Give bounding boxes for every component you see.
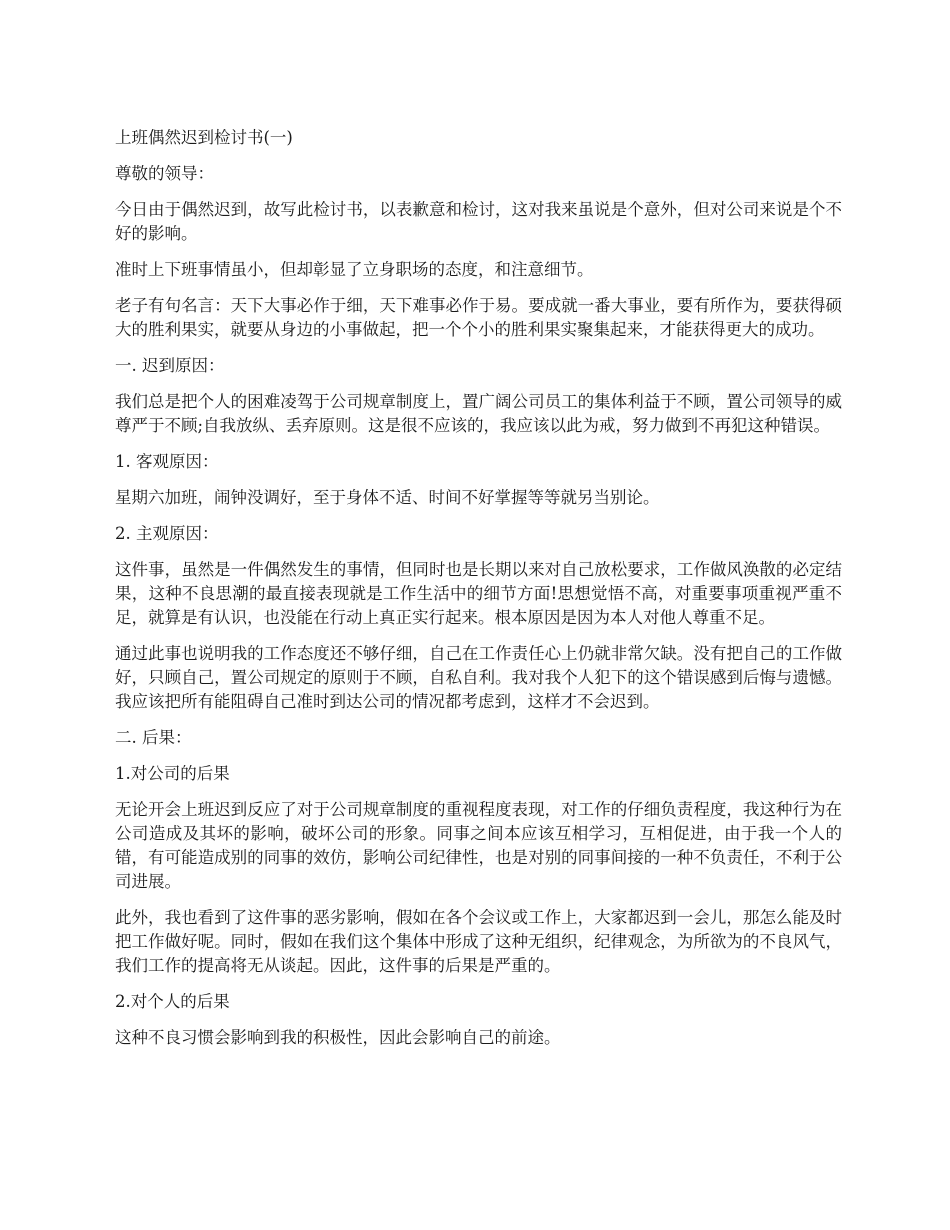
section-heading: 一. 迟到原因： [115,356,225,375]
paragraph: 这件事，虽然是一件偶然发生的事情，但同时也是长期以来对自己放松要求，工作做风涣散的必定结果，这种不良思潮的最直接表现就是工作生活中的细节方面!思想觉悟不高，对重要事项重视严重不足，就算是有认识，也没能在行动上真正实行起来。根本原因是因为本人对他人尊重不足。 [115,560,842,627]
paragraph: 星期六加班，闹钟没调好，至于身体不适、时间不好掌握等等就另当别论。 [115,488,660,507]
document-title: 上班偶然迟到检讨书(一) [115,128,293,147]
subsection-heading: 2. 主观原因： [115,524,219,543]
subsection-heading: 1. 客观原因： [115,452,219,471]
section-heading: 二. 后果： [115,728,192,747]
paragraph: 此外，我也看到了这件事的恶劣影响，假如在各个会议或工作上，大家都迟到一会儿，那怎么能及时把工作做好呢。同时，假如在我们这个集体中形成了这种无组织，纪律观念，为所欲为的不良风气，我们工作的提高将无从谈起。因此，这件事的后果是严重的。 [115,908,842,975]
paragraph: 这种不良习惯会影响到我的积极性，因此会影响自己的前途。 [115,1028,561,1047]
subsection-heading: 2.对个人的后果 [115,992,230,1011]
paragraph: 今日由于偶然迟到，故写此检讨书，以表歉意和检讨，这对我来虽说是个意外，但对公司来说是个不好的影响。 [115,200,842,243]
paragraph: 老子有句名言：天下大事必作于细，天下难事必作于易。要成就一番大事业，要有所作为，要获得硕大的胜利果实，就要从身边的小事做起，把一个个小的胜利果实聚集起来，才能获得更大的成功。 [115,296,842,339]
subsection-heading: 1.对公司的后果 [115,764,230,783]
paragraph: 我们总是把个人的困难凌驾于公司规章制度上，置广阔公司员工的集体利益于不顾，置公司领导的威尊严于不顾;自我放纵、丢弃原则。这是很不应该的，我应该以此为戒，努力做到不再犯这种错误。 [115,392,842,435]
paragraph: 无论开会上班迟到反应了对于公司规章制度的重视程度表现，对工作的仔细负责程度，我这种行为在公司造成及其坏的影响，破坏公司的形象。同事之间本应该互相学习，互相促进，由于我一个人的错，有可能造成别的同事的效仿，影响公司纪律性，也是对别的同事间接的一种不负责任，不利于公司进展。 [115,800,842,891]
paragraph: 通过此事也说明我的工作态度还不够仔细，自己在工作责任心上仍就非常欠缺。没有把自己的工作做好，只顾自己，置公司规定的原则于不顾，自私自利。我对我个人犯下的这个错误感到后悔与遗憾。我应该把所有能阻碍自己准时到达公司的情况都考虑到，这样才不会迟到。 [115,644,842,711]
paragraph: 准时上下班事情虽小，但却彰显了立身职场的态度，和注意细节。 [115,260,594,279]
document-body [115,126,842,1062]
salutation: 尊敬的领导： [115,164,214,183]
